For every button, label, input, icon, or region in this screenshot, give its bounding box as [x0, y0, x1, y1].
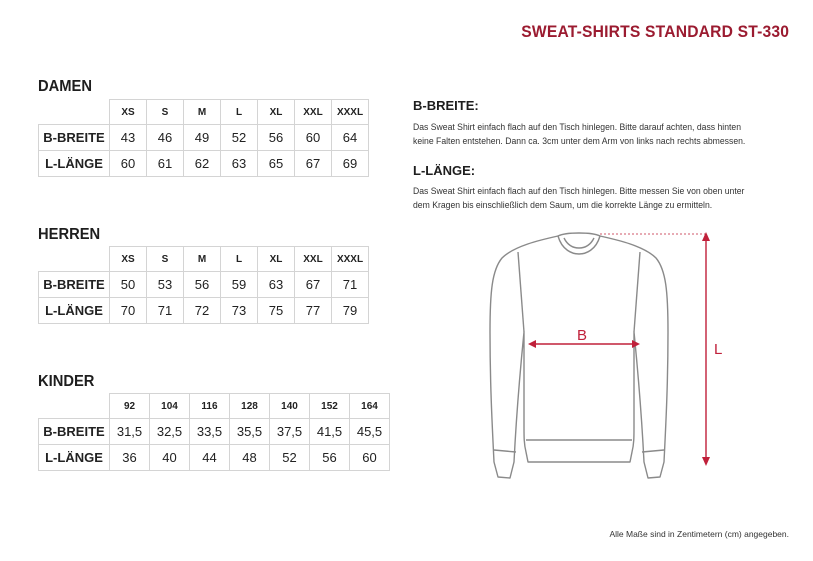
size-header-cell: XXXL [332, 100, 369, 125]
measurement-cell: 36 [110, 445, 150, 471]
row-label: B-BREITE [39, 125, 110, 151]
measurement-cell: 45,5 [350, 419, 390, 445]
row-label: L-LÄNGE [39, 445, 110, 471]
width-label: B [576, 327, 588, 344]
measurement-cell: 69 [332, 151, 369, 177]
measurement-cell: 71 [147, 298, 184, 324]
size-header-cell: XS [110, 247, 147, 272]
measurement-cell: 52 [221, 125, 258, 151]
measurement-cell: 46 [147, 125, 184, 151]
measurement-cell: 61 [147, 151, 184, 177]
breite-line-1: Das Sweat Shirt einfach flach auf den Tisch hinlegen. Bitte darauf achten, dass hinten [413, 122, 742, 132]
header-corner [39, 394, 110, 419]
size-header-cell: XL [258, 100, 295, 125]
size-header-cell: M [184, 100, 221, 125]
size-header-cell: S [147, 100, 184, 125]
size-header-cell: S [147, 247, 184, 272]
measurement-cell: 50 [110, 272, 147, 298]
length-arrow-head-bottom [702, 457, 710, 466]
sweatshirt-measurement-diagram [480, 222, 730, 484]
measurement-cell: 32,5 [150, 419, 190, 445]
measurement-cell: 71 [332, 272, 369, 298]
laenge-heading: L-LÄNGE: [413, 163, 476, 178]
size-header-row [39, 247, 369, 272]
size-header-cell: XXL [295, 100, 332, 125]
size-header-cell: 140 [270, 394, 310, 419]
size-header-cell: 164 [350, 394, 390, 419]
size-header-cell: 128 [230, 394, 270, 419]
shirt-outline [490, 236, 668, 478]
measurement-cell: 44 [190, 445, 230, 471]
table-row [39, 272, 369, 298]
measurement-cell: 62 [184, 151, 221, 177]
footer-note: Alle Maße sind in Zentimetern (cm) angegeben. [609, 529, 789, 539]
size-header-cell: 116 [190, 394, 230, 419]
measurement-cell: 53 [147, 272, 184, 298]
breite-description [413, 120, 778, 148]
measurement-cell: 79 [332, 298, 369, 324]
table-row [39, 298, 369, 324]
measurement-cell: 43 [110, 125, 147, 151]
measurement-cell: 65 [258, 151, 295, 177]
table-row [39, 419, 390, 445]
measurement-cell: 67 [295, 151, 332, 177]
kinder-size-table [38, 393, 390, 471]
measurement-cell: 63 [221, 151, 258, 177]
measurement-cell: 72 [184, 298, 221, 324]
size-header-cell: L [221, 247, 258, 272]
breite-heading: B-BREITE: [413, 98, 479, 113]
breite-line-2: keine Falten entstehen. Dann ca. 3cm unter dem Arm von links nach rechts abmessen. [413, 136, 746, 146]
size-header-cell: 152 [310, 394, 350, 419]
measurement-cell: 77 [295, 298, 332, 324]
measurement-cell: 41,5 [310, 419, 350, 445]
measurement-cell: 35,5 [230, 419, 270, 445]
table-row [39, 125, 369, 151]
measurement-cell: 52 [270, 445, 310, 471]
page-title: SWEAT-SHIRTS STANDARD ST-330 [521, 22, 789, 41]
measurement-cell: 40 [150, 445, 190, 471]
size-header-cell: L [221, 100, 258, 125]
measurement-cell: 63 [258, 272, 295, 298]
measurement-cell: 75 [258, 298, 295, 324]
size-header-cell: 104 [150, 394, 190, 419]
row-label: B-BREITE [39, 419, 110, 445]
size-header-cell: XXL [295, 247, 332, 272]
measurement-cell: 56 [184, 272, 221, 298]
measurement-cell: 37,5 [270, 419, 310, 445]
measurement-cell: 73 [221, 298, 258, 324]
size-header-row [39, 100, 369, 125]
damen-heading: DAMEN [38, 78, 92, 95]
header-corner [39, 100, 110, 125]
row-label: L-LÄNGE [39, 298, 110, 324]
header-corner [39, 247, 110, 272]
size-header-cell: XXXL [332, 247, 369, 272]
measurement-cell: 56 [310, 445, 350, 471]
row-label: L-LÄNGE [39, 151, 110, 177]
measurement-cell: 49 [184, 125, 221, 151]
measurement-cell: 31,5 [110, 419, 150, 445]
table-row [39, 151, 369, 177]
measurement-cell: 33,5 [190, 419, 230, 445]
measurement-cell: 67 [295, 272, 332, 298]
measurement-cell: 48 [230, 445, 270, 471]
measurement-cell: 56 [258, 125, 295, 151]
damen-size-table [38, 99, 369, 177]
measurement-cell: 59 [221, 272, 258, 298]
measurement-cell: 60 [110, 151, 147, 177]
measurement-cell: 64 [332, 125, 369, 151]
table-row [39, 445, 390, 471]
size-header-cell: XS [110, 100, 147, 125]
herren-size-table [38, 246, 369, 324]
length-label: L [714, 341, 723, 358]
measurement-cell: 70 [110, 298, 147, 324]
size-header-cell: XL [258, 247, 295, 272]
length-arrow-head-top [702, 232, 710, 241]
size-header-cell: 92 [110, 394, 150, 419]
laenge-line-2: dem Kragen bis einschließlich dem Saum, um die korrekte Länge zu ermitteln. [413, 200, 713, 210]
measurement-cell: 60 [295, 125, 332, 151]
laenge-description [413, 184, 778, 212]
herren-heading: HERREN [38, 226, 101, 243]
laenge-line-1: Das Sweat Shirt einfach flach auf den Tisch hinlegen. Bitte messen Sie von oben unter [413, 186, 745, 196]
size-header-row [39, 394, 390, 419]
size-header-cell: M [184, 247, 221, 272]
row-label: B-BREITE [39, 272, 110, 298]
measurement-cell: 60 [350, 445, 390, 471]
kinder-heading: KINDER [38, 373, 95, 390]
